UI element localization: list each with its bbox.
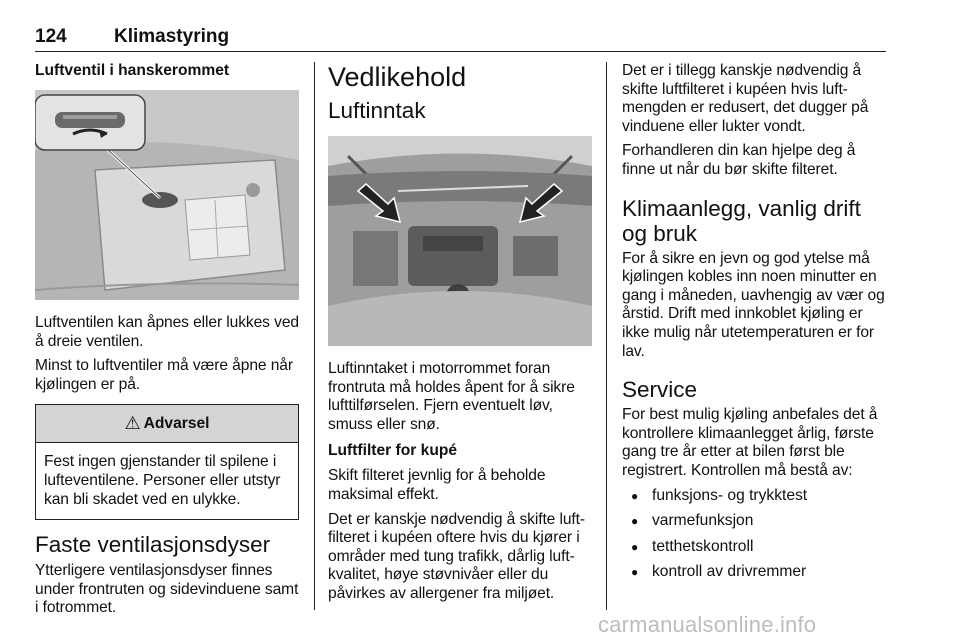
- column-divider-right: [606, 62, 607, 610]
- column-middle: [328, 62, 592, 610]
- paragraph-filter-replace: Skift filteret jevnlig for å beholde maksimal effekt.: [328, 467, 546, 503]
- warning-title: Advarsel: [143, 414, 210, 432]
- paragraph-dealer: Forhandleren din kan hjelpe deg å finne ut når du bør skifte filteret.: [622, 142, 856, 178]
- watermark: carmanualsonline.info: [598, 612, 817, 637]
- paragraph-filter-extra: Det er i tillegg kanskje nødvendig å skifte luftfilteret i kupéen hvis luft-mengden er redusert, det dugger på vinduene eller lukter vondt.: [622, 62, 869, 135]
- paragraph-ac-operation: For å sikre en jevn og god ytelse må kjølingen kobles inn noen minutter en gang i måneden, uavhengig av vær og årstid. Drift med innkoblet kjøling er ikke mulig når utetemperaturen er for lav.: [622, 249, 885, 360]
- paragraph-service: For best mulig kjøling anbefales det å kontrollere klimaanlegget årlig, første gang tre år etter at bilen først ble registrert. Kontrollen må bestå av:: [622, 406, 878, 479]
- heading-glovebox-vent: Luftventil i hanskerommet: [35, 62, 230, 79]
- warning-icon: ⚠: [124, 413, 141, 434]
- service-checklist: [622, 487, 890, 582]
- heading-air-intake: Luftinntak: [328, 98, 426, 123]
- warning-text: Fest ingen gjenstander til spilene i lufteventilene. Personer eller utstyr kan bli skadet ved en ulykke.: [44, 453, 281, 508]
- column-right: [622, 62, 890, 589]
- heading-fixed-vents: Faste ventilasjonsdyser: [35, 532, 271, 558]
- column-divider-left: [314, 62, 315, 610]
- warning-body: [36, 443, 298, 519]
- warning-box: [35, 404, 299, 520]
- heading-service: Service: [622, 377, 698, 403]
- heading-maintenance: Vedlikehold: [328, 62, 467, 92]
- heading-ac-operation: Klimaanlegg, vanlig drift og bruk: [622, 195, 861, 246]
- column-left: [35, 62, 299, 624]
- paragraph-filter-conditions: Det er kanskje nødvendig å skifte luft-filteret i kupéen oftere hvis du kjører i områder med tung trafikk, dårlig luft-kvalitet, høye støvnivåer eller du påvirkes av allergener fra miljøet.: [328, 510, 585, 602]
- page-number: 124: [35, 26, 67, 47]
- glovebox-vent-illustration: [35, 90, 299, 300]
- page-header: [35, 24, 886, 52]
- heading-cabin-filter: Luftfilter for kupé: [328, 442, 458, 460]
- engine-bay-illustration: [328, 136, 592, 346]
- paragraph-fixed-vents: Ytterligere ventilasjonsdyser finnes under frontruten og sidevinduene samt i fotrommet.: [35, 562, 299, 617]
- list-item: ● kontroll av drivremmer: [622, 563, 890, 581]
- list-item: ● tetthetskontroll: [622, 538, 890, 556]
- paragraph-vent-min: Minst to luftventiler må være åpne når kjølingen er på.: [35, 357, 293, 393]
- chapter-title: Klimastyring: [114, 26, 230, 47]
- list-item: ● varmefunksjon: [622, 512, 890, 530]
- paragraph-vent-open: Luftventilen kan åpnes eller lukkes ved å dreie ventilen.: [35, 314, 299, 350]
- warning-header: [36, 405, 298, 443]
- paragraph-air-intake: Luftinntaket i motorrommet foran frontruta må holdes åpent for å sikre lufttilførselen. Fjern eventuelt løv, smuss eller snø.: [328, 360, 575, 433]
- list-item: ● funksjons- og trykktest: [622, 487, 890, 505]
